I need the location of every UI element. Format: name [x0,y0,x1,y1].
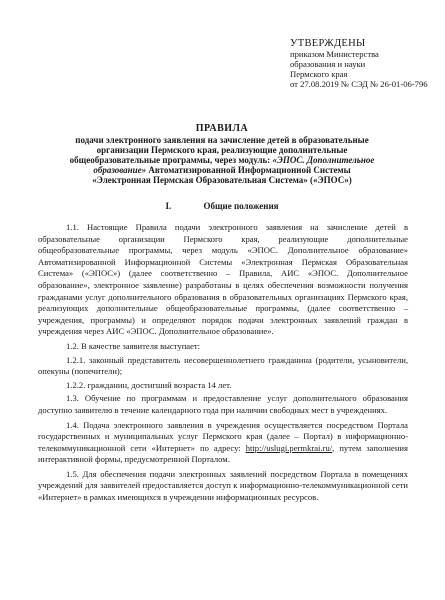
paragraph-1-2-1: 1.2.1. законный представитель несовершеннолетнего гражданина (родители, усыновители, опекуны (попечители); [38,354,408,377]
title-line [38,155,406,165]
title-line [38,165,406,175]
title-text: общеобразовательные программы, через модуль: [69,155,273,165]
approval-line: приказом Министерства [290,49,379,59]
title-main: ПРАВИЛА [195,123,249,134]
paragraph-1-2-2: 1.2.2. гражданин, достигший возраста 14 лет. [66,379,232,390]
document-title [38,123,406,185]
approval-date: от 27.08.2019 № СЭД № 26-01-06-796 [290,79,428,89]
paragraph-1-4 [38,420,408,466]
title-text: Автоматизированной Информационной Системы [146,165,351,175]
paragraph-text: 1.4. Подача электронного заявления в учреждения осуществляется посредством Портала государственных и муниципальных услуг Пермского края (далее – Портал) в информационно-телекоммуникационной сети «Интернет» по адресу: [38,419,408,453]
section-number: I. [165,201,172,211]
section-title: Общие положения [203,201,279,211]
title-italic: образование» [93,165,147,175]
approval-stamp [290,38,440,89]
paragraph-1-2: 1.2. В качестве заявителя выступает: [66,340,201,351]
document-body [38,222,408,507]
section-heading [38,201,406,211]
title-italic: «ЭПОС. Дополнительное [272,155,375,165]
approval-line: образования и науки [290,59,366,69]
paragraph-1-3: 1.3. Обучение по программам и предоставление услуг дополнительного образования доступно заявителю в течение календарного года при наличии свободных мест в учреждениях. [38,393,408,415]
approval-line: Пермского края [290,69,348,79]
paragraph-1-5: 1.5. Для обеспечения подачи электронных заявлений посредством Портала в помещениях учреждений для заявителей предоставляется доступ к информационно-телекоммуникационной сети «Интернет» в рамках имеющихся в учреждении информационных ресурсов. [38,468,408,503]
approval-heading: УТВЕРЖДЕНЫ [290,38,366,49]
paragraph-text: , путем заполнения интерактивной формы, предусмотренной Порталом. [38,442,408,465]
title-line: «Электронная Пермская Образовательная Система» («ЭПОС») [92,175,352,185]
paragraph-1-1: 1.1. Настоящие Правила подачи электронного заявления на зачисление детей в образовательные организации Пермского края, реализующие дополнительные общеобразовательные программы, через модуль «ЭПОС. Дополнительное образование» Автоматизированной Информационной Системы «Электронная Пермская Образовательная Система» («ЭПОС») (далее соответственно – Правила, АИС «ЭПОС. Дополнительное образование», электронное заявление) разработаны в целях обеспечения возможности получения гражданами услуг дополнительного образования в образовательных организациях Пермского края, реализующих дополнительные общеобразовательные программы, (далее соответственно – учреждения, программы) и определяют порядок подачи электронных заявлений граждан в учреждения через АИС «ЭПОС. Дополнительное образование». [38,222,408,337]
title-line: подачи электронного заявления на зачисление детей в образовательные [75,135,369,145]
portal-link[interactable]: http://uslugi.permkrai.ru/ [245,442,333,453]
title-line: организации Пермского края, реализующие дополнительные [96,145,348,155]
